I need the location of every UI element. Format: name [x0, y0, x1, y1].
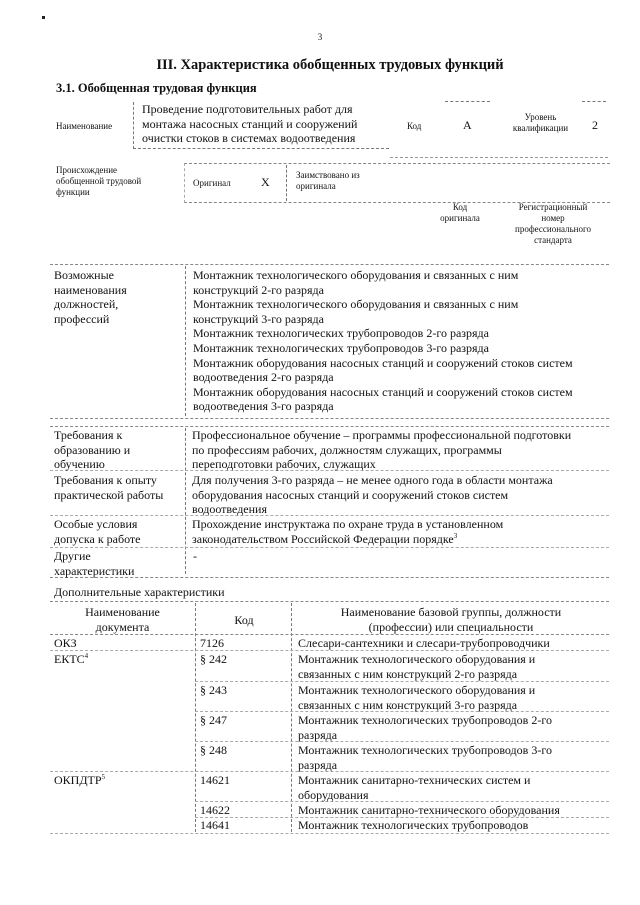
special-conditions-label: Особые условия допуска к работе [54, 517, 141, 546]
function-name-label: Наименование [56, 121, 113, 131]
footnote-3: 3 [453, 531, 458, 540]
origin-label: Происхождение обобщенной трудовой функции [56, 165, 142, 197]
add-col-divider-1 [195, 603, 196, 832]
education-label: Требования к образованию и обучению [54, 428, 131, 472]
table-row [54, 636, 77, 651]
doc-name: ЕКТС [54, 652, 85, 666]
doc-name: ОКЗ [54, 636, 77, 650]
req-row-sep-3 [50, 547, 609, 548]
row-name: Монтажник санитарно-технического оборудования [298, 803, 560, 817]
code-label: Код [407, 121, 422, 131]
original-mark: X [261, 175, 270, 189]
borrowed-label: Заимствовано из оригинала [296, 170, 360, 191]
row-name: Монтажник технологических трубопроводов 3-го разряда [298, 743, 552, 772]
code-value: А [463, 118, 472, 132]
add-header-doc: Наименование документа [85, 605, 160, 634]
level-label: Уровень квалификации [512, 112, 569, 133]
function-name-box [133, 102, 389, 149]
add-header-name: Наименование базовой группы, должности (профессии) или специальности [340, 605, 562, 634]
row-code: 14621 [200, 773, 230, 787]
table-row [54, 652, 88, 667]
requirements-divider [185, 428, 186, 574]
footnote-5: 5 [101, 773, 106, 781]
table-row [54, 773, 105, 788]
special-conditions-value: Прохождение инструктажа по охране труда в установленном законодательством Российской Федерации порядке$^3$ [192, 517, 504, 546]
row-code: 14622 [200, 803, 230, 817]
positions-list: Монтажник технологического оборудования и связанных с ним конструкций 2-го разряда Монтажник технологического оборудования и связанных с ним конструкций 3-го разряда Монтажник технологических трубопроводов 2-го разряда Монтажник технологических трубопроводов 3-го разряда Монтажник оборудования насосных станций и сооружений стоков систем водоотведения 2-го разряда Монтажник оборудования насосных станций и сооружений стоков систем водоотведения 3-го разряда [193, 268, 573, 414]
other-characteristics-value: - [193, 549, 197, 563]
origin-divider [286, 165, 287, 201]
additional-title: Дополнительные характеристики [54, 585, 225, 599]
row-name: Монтажник технологического оборудования и связанных с ним конструкций 3-го разряда [298, 683, 536, 712]
level-value: 2 [592, 118, 598, 132]
row-name: Монтажник технологического оборудования и связанных с ним конструкций 2-го разряда [298, 652, 536, 681]
experience-value: Для получения 3-го разряда – не менее одного года в области монтажа оборудования насосных станций и сооружений стоков систем водоотведения [192, 473, 553, 517]
row-code: 7126 [200, 636, 224, 650]
origin-table [184, 163, 610, 203]
row-code: § 243 [200, 683, 227, 697]
row-code: § 242 [200, 652, 227, 666]
experience-label: Требования к опыту практической работы [54, 473, 164, 502]
section-title: III. Характеристика обобщенных трудовых функций [156, 57, 504, 73]
row-code: § 248 [200, 743, 227, 757]
level-box-line [582, 101, 606, 102]
row-code: § 247 [200, 713, 227, 727]
add-col-divider-2 [291, 603, 292, 832]
code-box-line [445, 101, 490, 102]
row-name: Монтажник санитарно-технических систем и оборудования [298, 773, 531, 802]
reg-number-label: Регистрационный номер профессионального стандарта [515, 202, 591, 245]
code-original-label: Код оригинала [440, 202, 480, 223]
positions-divider [185, 266, 186, 416]
scan-mark [42, 16, 45, 19]
function-header-rule [390, 157, 608, 158]
education-value: Профессиональное обучение – программы профессиональной подготовки по профессиям рабочих, должностям служащих, программы переподготовки рабочих, служащих [192, 428, 572, 472]
page-number: 3 [317, 32, 323, 42]
doc-name: ОКПДТР [54, 773, 102, 787]
row-name: Монтажник технологических трубопроводов 2-го разряда [298, 713, 552, 742]
function-name-value: Проведение подготовительных работ для монтажа насосных станций и сооружений очистки стоков в системах водоотведения [142, 102, 358, 146]
subsection-title: 3.1. Обобщенная трудовая функция [56, 81, 257, 95]
original-label: Оригинал [193, 178, 231, 188]
other-characteristics-label: Другие характеристики [54, 549, 135, 578]
row-name: Слесари-сантехники и слесари-трубопроводчики [298, 636, 550, 650]
add-header-code: Код [234, 613, 254, 627]
row-code: 14641 [200, 818, 230, 832]
row-name: Монтажник технологических трубопроводов [298, 818, 529, 832]
footnote-4: 4 [84, 652, 89, 660]
positions-label: Возможные наименования должностей, профессий [54, 268, 127, 326]
